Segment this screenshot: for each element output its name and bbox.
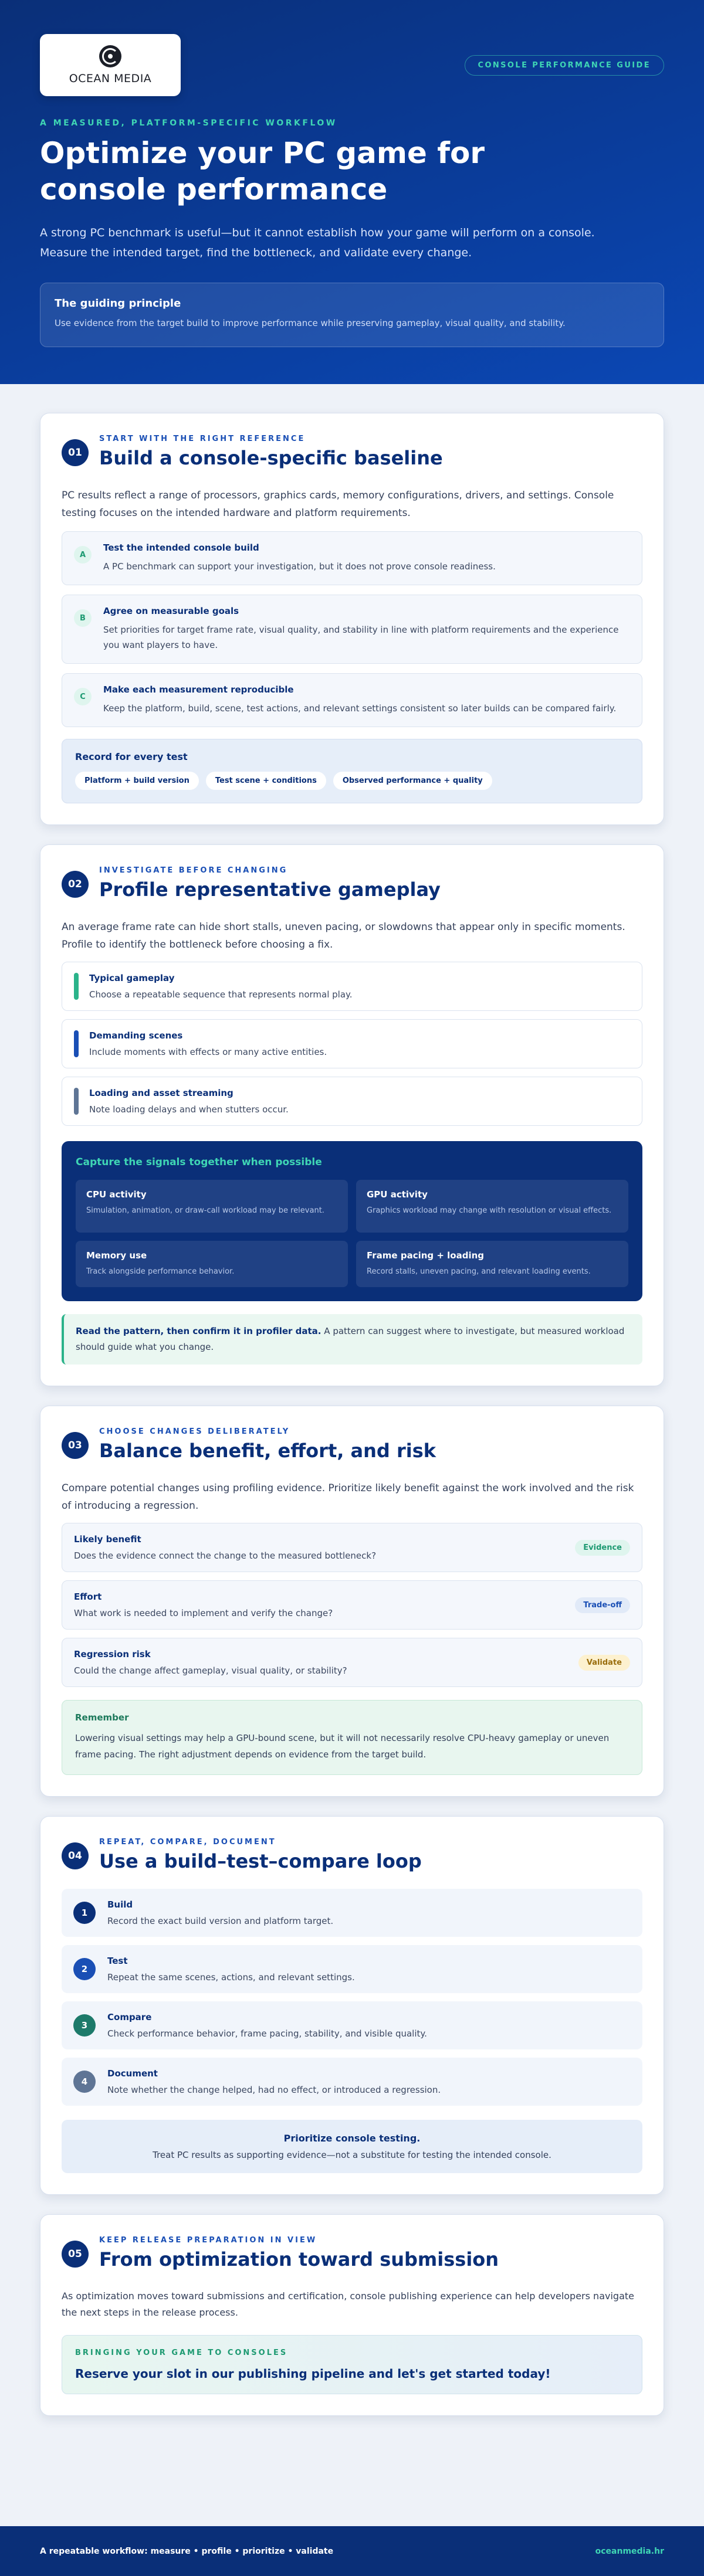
list-item xyxy=(62,1580,642,1630)
section-number: 04 xyxy=(62,1842,89,1869)
step-number: 2 xyxy=(73,1958,96,1980)
section-lead: Compare potential changes using profiling evidence. Prioritize likely benefit against the work involved and the risk of introducing a regression. xyxy=(62,1482,634,1512)
section-profile xyxy=(40,844,664,1386)
section-eyebrow: INVESTIGATE BEFORE CHANGING xyxy=(99,866,288,875)
step-number: 3 xyxy=(73,2014,96,2037)
publishing-cta[interactable] xyxy=(62,2335,642,2394)
section-submission xyxy=(40,2214,664,2416)
ocean-logo-icon xyxy=(99,45,121,67)
prioritize-box xyxy=(62,2120,642,2173)
accent-bar xyxy=(74,1030,79,1057)
principle-text: Use evidence from the target build to improve performance while preserving gameplay, visual quality, and stability. xyxy=(55,318,566,328)
item-title: Typical gameplay xyxy=(89,973,175,983)
status-badge: Trade-off xyxy=(575,1597,630,1613)
logo xyxy=(40,34,181,96)
item-title: Test the intended console build xyxy=(103,542,259,553)
item-text: Does the evidence connect the change to the measured bottleneck? xyxy=(74,1550,377,1561)
item-title: Likely benefit xyxy=(74,1534,141,1545)
signal-title: Frame pacing + loading xyxy=(367,1250,485,1261)
main-content xyxy=(0,384,704,2416)
logo-text: OCEAN MEDIA xyxy=(69,72,152,85)
section-eyebrow: REPEAT, COMPARE, DOCUMENT xyxy=(99,1838,276,1847)
record-title: Record for every test xyxy=(75,751,188,762)
section-lead: An average frame rate can hide short stalls, uneven pacing, or slowdowns that appear only in specific moments. Profile to identify the bottleneck before choosing a fix. xyxy=(62,921,625,951)
guide-pill: CONSOLE PERFORMANCE GUIDE xyxy=(465,55,665,76)
record-chip: Observed performance + quality xyxy=(333,772,492,790)
section-balance xyxy=(40,1406,664,1797)
section-number: 05 xyxy=(62,2241,89,2268)
item-text: Set priorities for target frame rate, visual quality, and stability in line with platform requirements and the experience you want players to have. xyxy=(103,625,619,650)
cta-eyebrow: BRINGING YOUR GAME TO CONSOLES xyxy=(75,2348,288,2357)
signal-card xyxy=(76,1241,348,1287)
cta-link[interactable]: Reserve your slot in our publishing pipeline and let's get started today! xyxy=(75,2367,551,2381)
letter-badge: C xyxy=(74,688,92,705)
loop-step xyxy=(62,1945,642,1993)
item-text: Note loading delays and when stutters occur. xyxy=(89,1104,289,1115)
footer xyxy=(0,2526,704,2576)
item-title: Agree on measurable goals xyxy=(103,606,239,616)
record-box xyxy=(62,739,642,803)
signals-title: Capture the signals together when possible xyxy=(76,1156,322,1168)
signal-card xyxy=(76,1180,348,1233)
signal-title: GPU activity xyxy=(367,1189,428,1200)
signal-text: Simulation, animation, or draw-call workload may be relevant. xyxy=(86,1206,324,1215)
signals-panel xyxy=(62,1141,642,1301)
hero-eyebrow: A MEASURED, PLATFORM-SPECIFIC WORKFLOW xyxy=(40,118,337,128)
signal-card xyxy=(356,1180,628,1233)
prioritize-title: Prioritize console testing. xyxy=(283,2133,421,2144)
section-title: From optimization toward submission xyxy=(99,2248,499,2270)
step-text: Note whether the change helped, had no effect, or introduced a regression. xyxy=(107,2085,441,2095)
signal-title: CPU activity xyxy=(86,1189,147,1200)
item-text: Could the change affect gameplay, visual quality, or stability? xyxy=(74,1665,347,1676)
footer-website-link[interactable]: oceanmedia.hr xyxy=(595,2546,664,2556)
section-lead: As optimization moves toward submissions and certification, console publishing experience can help developers navigate the next steps in the release process. xyxy=(62,2290,634,2318)
section-baseline xyxy=(40,413,664,825)
prioritize-text: Treat PC results as supporting evidence—not a substitute for testing the intended console. xyxy=(153,2150,551,2160)
accent-bar xyxy=(74,973,79,1000)
list-item xyxy=(62,1638,642,1687)
list-item xyxy=(62,595,642,664)
item-title: Effort xyxy=(74,1591,102,1602)
list-item xyxy=(62,1019,642,1068)
item-text: Include moments with effects or many active entities. xyxy=(89,1047,327,1057)
section-eyebrow: CHOOSE CHANGES DELIBERATELY xyxy=(99,1427,290,1436)
step-text: Repeat the same scenes, actions, and relevant settings. xyxy=(107,1972,355,1983)
item-text: A PC benchmark can support your investigation, but it does not prove console readiness. xyxy=(103,561,496,572)
section-eyebrow: START WITH THE RIGHT REFERENCE xyxy=(99,435,306,443)
remember-box xyxy=(62,1700,642,1775)
item-title: Loading and asset streaming xyxy=(89,1088,233,1098)
section-number: 02 xyxy=(62,871,89,898)
loop-step xyxy=(62,2058,642,2106)
step-number: 1 xyxy=(73,1902,96,1924)
footer-tagline: A repeatable workflow: measure • profile • prioritize • validate xyxy=(40,2546,334,2556)
step-number: 4 xyxy=(73,2071,96,2093)
pattern-callout xyxy=(62,1314,642,1365)
accent-bar xyxy=(74,1088,79,1115)
section-number: 01 xyxy=(62,439,89,466)
remember-text: Lowering visual settings may help a GPU-bound scene, but it will not necessarily resolve CPU-heavy gameplay or uneven frame pacing. The right adjustment depends on evidence from the target build. xyxy=(75,1733,610,1760)
list-item xyxy=(62,1077,642,1126)
section-number: 03 xyxy=(62,1432,89,1459)
step-title: Document xyxy=(107,2068,158,2079)
loop-step xyxy=(62,1889,642,1937)
signal-text: Graphics workload may change with resolution or visual effects. xyxy=(367,1206,612,1215)
letter-badge: B xyxy=(74,609,92,627)
loop-step xyxy=(62,2001,642,2049)
step-text: Record the exact build version and platform target. xyxy=(107,1916,334,1926)
item-title: Regression risk xyxy=(74,1649,151,1659)
item-text: Keep the platform, build, scene, test actions, and relevant settings consistent so later builds can be compared fairly. xyxy=(103,703,617,714)
principle-title: The guiding principle xyxy=(55,297,181,310)
section-title: Balance benefit, effort, and risk xyxy=(99,1440,436,1462)
hero xyxy=(0,0,704,384)
list-item xyxy=(62,531,642,585)
section-title: Build a console-specific baseline xyxy=(99,447,443,469)
item-title: Make each measurement reproducible xyxy=(103,684,294,695)
list-item xyxy=(62,962,642,1011)
section-lead: PC results reflect a range of processors, graphics cards, memory configurations, drivers, and settings. Console testing focuses on the intended hardware and platform requirements. xyxy=(62,490,614,519)
item-title: Demanding scenes xyxy=(89,1030,183,1041)
record-chip: Platform + build version xyxy=(75,772,199,790)
section-title: Profile representative gameplay xyxy=(99,878,441,901)
section-loop xyxy=(40,1816,664,2195)
signal-card xyxy=(356,1241,628,1287)
item-text: Choose a repeatable sequence that represents normal play. xyxy=(89,989,353,1000)
hero-lead: A strong PC benchmark is useful—but it cannot establish how your game will perform on a console. Measure the intended target, find the bottleneck, and validate every change. xyxy=(40,226,595,259)
signal-title: Memory use xyxy=(86,1250,147,1261)
section-title: Use a build–test–compare loop xyxy=(99,1850,422,1872)
list-item xyxy=(62,673,642,727)
step-text: Check performance behavior, frame pacing, stability, and visible quality. xyxy=(107,2028,427,2039)
list-item xyxy=(62,1523,642,1572)
step-title: Compare xyxy=(107,2012,152,2022)
callout-bold: Read the pattern, then confirm it in profiler data. xyxy=(76,1326,321,1336)
remember-title: Remember xyxy=(75,1712,129,1723)
item-text: What work is needed to implement and verify the change? xyxy=(74,1608,333,1618)
status-badge: Evidence xyxy=(575,1540,630,1556)
status-badge: Validate xyxy=(578,1655,630,1671)
page-title: Optimize your PC game for console performance xyxy=(40,136,485,206)
signal-text: Track alongside performance behavior. xyxy=(86,1267,235,1276)
letter-badge: A xyxy=(74,546,92,564)
section-eyebrow: KEEP RELEASE PREPARATION IN VIEW xyxy=(99,2236,317,2245)
signal-text: Record stalls, uneven pacing, and relevant loading events. xyxy=(367,1267,591,1276)
record-chip: Test scene + conditions xyxy=(206,772,326,790)
callout-text: A pattern can suggest where to investigate, but measured workload should guide what you change. xyxy=(76,1326,625,1352)
step-title: Test xyxy=(107,1956,128,1966)
step-title: Build xyxy=(107,1899,133,1910)
guiding-principle-box xyxy=(40,283,664,347)
